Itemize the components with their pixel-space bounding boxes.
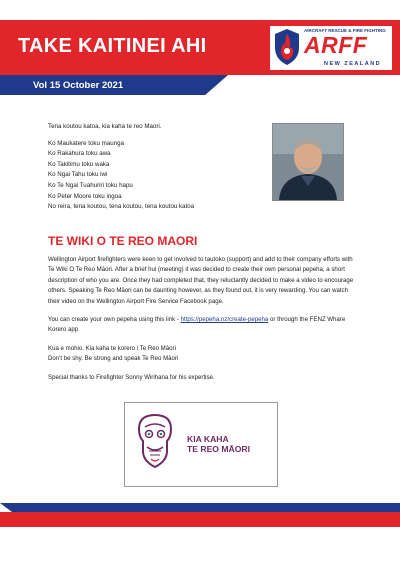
badge-line-1: KIA KAHA	[187, 434, 229, 444]
pepeha-intro	[48, 122, 194, 213]
logo-country: NEW ZEALAND	[324, 61, 382, 67]
link-intro-text: You can create your own pepeha using this link -	[48, 316, 181, 324]
pepeha-link[interactable]: https://pepeha.nz/create-pepeha	[180, 316, 269, 324]
greeting: Tena koutou katoa, kia kaha te reo Maori.	[48, 123, 162, 130]
author-photo	[272, 123, 344, 201]
volume-date: Vol 15 October 2021	[33, 80, 124, 91]
pepeha-line: Ko Peter Moore toku ingoa	[48, 192, 122, 200]
pepeha-line: Ko Takitimu toku waka	[48, 160, 110, 168]
badge-line-2: TE REO MĀORI	[187, 444, 251, 454]
article-heading: TE WIKI O TE REO MAORI	[48, 234, 198, 248]
thanks-text: Special thanks to Firefighter Sonny Wirihana for his expertise.	[48, 373, 215, 381]
article-body	[48, 255, 358, 391]
pepeha-line: Ko Te Ngai Tuahuriri toku hapu	[48, 181, 133, 189]
logo-name: ARFF	[304, 32, 368, 58]
pepeha-line: Ko Maukatere toku maunga	[48, 139, 125, 147]
closing-lines	[48, 344, 358, 365]
closing-line: Don't be shy. Be strong and speak Te Reo Māori	[48, 355, 179, 363]
footer-red-stripe	[0, 512, 400, 527]
article-paragraph	[48, 315, 358, 336]
logo-tagline: AIRCRAFT RESCUE & FIRE FIGHTING	[304, 28, 386, 33]
newsletter-title: TAKE KAITINEI AHI	[18, 35, 207, 57]
link-outro-text: or through the FENZ Whare Korero app	[48, 316, 346, 334]
kia-kaha-badge	[124, 402, 278, 487]
arff-logo	[270, 26, 392, 70]
article-paragraph: Wellington Airport firefighters were keen to get involved to tautoko (support) and add to their company efforts with Te Wiki O Te Reo Māori. After a brief hui (meeting) it was decided to create their own personal pepeha, a short description of who you are. Once they had completed that, they reluctantly decided to make a video to encourage others. Speaking Te Reo Māori can be daunting however, as they found out, it is very rewarding. You can watch their video on the Wellington Airport Fire Service Facebook page.	[48, 256, 354, 305]
fire-emblem-icon	[272, 28, 302, 66]
pepeha-line: Ko Rakahura toku awa	[48, 150, 111, 158]
pepeha-line: No reira, tena koutou, tena koutou, tena koutou katoa	[48, 203, 195, 211]
closing-line: Kua e mohio. Kia kaha te korero i Te Reo Māori	[48, 344, 176, 352]
tiki-icon	[125, 403, 185, 486]
pepeha-line: Ko Ngai Tahu toku iwi	[48, 171, 108, 179]
